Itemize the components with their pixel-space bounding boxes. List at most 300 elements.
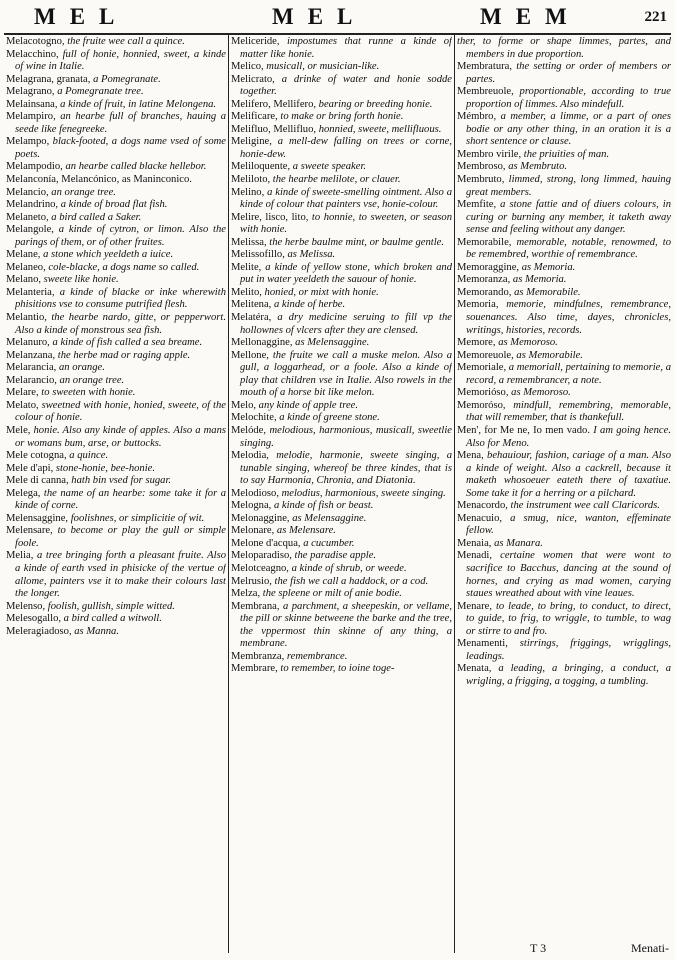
entry-headword: Meliceride, bbox=[231, 36, 280, 47]
entry-headword: Memorando, bbox=[457, 286, 512, 298]
entry-headword: Melico, bbox=[231, 61, 264, 73]
entry-headword: Melangole, bbox=[6, 224, 54, 236]
entry-definition: a parchment, a sheepeskin, or vellame, the pill or skinne betweene the barke and the tree, the vppermost thin skinne of any thing, a membrane. bbox=[240, 600, 452, 650]
dictionary-entry bbox=[457, 663, 671, 688]
dictionary-entry bbox=[457, 36, 671, 61]
dictionary-entry bbox=[6, 362, 226, 375]
entry-definition: sweetned with honie, honied, sweete, of the colour of honie. bbox=[15, 399, 226, 424]
entry-headword: Memorabile, bbox=[457, 236, 512, 248]
dictionary-entry bbox=[457, 174, 671, 199]
entry-definition: the fruite we call a muske melon. Also a gull, a loggarhead, or a foole. Also a kinde of play that children vse in Italie. Also rowels in the mouth of a horse bit like melon. bbox=[240, 349, 452, 399]
entry-headword: Melagrano, bbox=[6, 86, 55, 98]
dictionary-entry bbox=[457, 274, 671, 287]
entry-headword: Melantio, bbox=[6, 312, 47, 324]
entry-definition: certaine women that were wont to sacrifice to Bacchus, dancing at the sound of hornes, and crying as mad women, carying staues wreathed about with vine leaues. bbox=[466, 550, 671, 600]
dictionary-entry bbox=[6, 36, 226, 49]
dictionary-entry bbox=[457, 638, 671, 663]
dictionary-entry bbox=[457, 601, 671, 639]
dictionary-entry bbox=[6, 312, 226, 337]
entry-definition: bearing or breeding honie. bbox=[316, 98, 433, 110]
dictionary-entry bbox=[231, 538, 452, 551]
dictionary-entry bbox=[231, 262, 452, 287]
entry-definition: a sweete speaker. bbox=[290, 161, 367, 173]
dictionary-entry bbox=[231, 136, 452, 161]
dictionary-entry bbox=[6, 187, 226, 200]
dictionary-entry bbox=[231, 588, 452, 601]
entry-headword: Melifero, Mellifero, bbox=[231, 98, 317, 110]
entry-headword: Melonaggine, bbox=[231, 512, 290, 524]
entry-headword: Melaneo, bbox=[6, 261, 46, 273]
dictionary-entry bbox=[457, 362, 671, 387]
dictionary-entry bbox=[6, 199, 226, 212]
dictionary-entry bbox=[6, 161, 226, 174]
entry-definition: the priuities of man. bbox=[521, 148, 610, 160]
entry-headword: Melogna, bbox=[231, 500, 272, 512]
dictionary-entry bbox=[231, 563, 452, 576]
dictionary-entry bbox=[231, 488, 452, 501]
dictionary-entry bbox=[6, 626, 226, 639]
entry-definition: as Membruto. bbox=[505, 161, 568, 173]
entry-headword: Melochite, bbox=[231, 412, 277, 424]
entry-definition: melodie, harmonie, sweete singing, a tunable singing, whereof be three kindes, that is to say Harmonia, Chronia, and Diatonia. bbox=[240, 450, 452, 487]
entry-headword: Meliloto, bbox=[231, 174, 271, 186]
dictionary-entry bbox=[231, 651, 452, 664]
entry-definition: the herbe baulme mint, or baulme gentle. bbox=[266, 236, 445, 248]
column-1 bbox=[6, 36, 226, 954]
entry-headword: Memoraggine, bbox=[457, 261, 520, 273]
dictionary-entry bbox=[6, 262, 226, 275]
entry-definition: as Melissa. bbox=[284, 249, 336, 261]
entry-definition: honie. Also any kinde of apples. Also a mans or womans bum, arse, or buttocks. bbox=[15, 424, 226, 449]
entry-headword: Menamenti, bbox=[457, 638, 508, 650]
entry-headword: Melare, bbox=[6, 387, 39, 399]
entry-definition: as Memorabile. bbox=[511, 286, 581, 298]
entry-headword: Melone d'acqua, bbox=[231, 537, 301, 549]
header-headword-right: MEM bbox=[480, 4, 581, 29]
entry-headword: Mellone, bbox=[231, 349, 269, 361]
dictionary-entry bbox=[457, 111, 671, 149]
entry-headword: Membranza, bbox=[231, 650, 285, 662]
entry-headword: Melarancio, bbox=[6, 374, 57, 386]
dictionary-entry bbox=[457, 299, 671, 337]
entry-definition: as Memoria. bbox=[519, 261, 576, 273]
dictionary-entry bbox=[457, 513, 671, 538]
entry-headword: Melifluo, Mellifluo, bbox=[231, 123, 317, 135]
dictionary-entry bbox=[6, 74, 226, 87]
dictionary-entry bbox=[6, 350, 226, 363]
entry-definition: a kinde of broad flat fish. bbox=[58, 199, 168, 211]
dictionary-entry bbox=[231, 576, 452, 589]
dictionary-entry bbox=[6, 174, 226, 187]
entry-definition: to honnie, to sweeten, or season with honie. bbox=[240, 211, 452, 236]
dictionary-entry bbox=[231, 425, 452, 450]
running-header bbox=[0, 0, 675, 34]
dictionary-entry bbox=[457, 262, 671, 275]
dictionary-entry bbox=[231, 601, 452, 651]
dictionary-entry bbox=[457, 161, 671, 174]
dictionary-entry bbox=[6, 387, 226, 400]
entry-headword: Melatéra, bbox=[231, 312, 272, 324]
entry-headword: Mele di canna, bbox=[6, 475, 69, 487]
entry-definition: a kinde of fruit, in latine Melongena. bbox=[57, 98, 217, 110]
entry-headword: Melotceagno, bbox=[231, 562, 289, 574]
dictionary-entry bbox=[6, 49, 226, 74]
dictionary-entry bbox=[457, 199, 671, 237]
dictionary-entry bbox=[231, 111, 452, 124]
entry-definition: to remember, to ioine toge- bbox=[277, 663, 395, 675]
column-3 bbox=[457, 36, 671, 954]
entry-definition: the fish we call a haddock, or a cod. bbox=[271, 575, 429, 587]
catchword: Menati- bbox=[631, 941, 669, 955]
entry-headword: Mena, bbox=[457, 450, 484, 462]
entry-definition: as Manna. bbox=[71, 625, 119, 637]
entry-headword: Melandrino, bbox=[6, 199, 59, 211]
entry-headword: Melza, bbox=[231, 588, 261, 600]
entry-definition: an orange tree. bbox=[56, 374, 125, 386]
entry-headword: Mémbro, bbox=[457, 111, 497, 123]
entry-headword: Menare, bbox=[457, 600, 492, 612]
entry-definition: the setting or order of members or partes. bbox=[466, 61, 671, 85]
entry-definition: hath bin vsed for sugar. bbox=[68, 475, 172, 487]
entry-headword: Melampodio, bbox=[6, 161, 63, 173]
entry-definition: a leading, a bringing, a conduct, a wrigling, a frigging, a togging, a tumbling. bbox=[466, 663, 671, 687]
dictionary-entry bbox=[231, 400, 452, 413]
dictionary-entry bbox=[231, 161, 452, 174]
dictionary-entry bbox=[6, 513, 226, 526]
entry-definition: a smug, nice, wanton, effeminate fellow. bbox=[466, 512, 671, 537]
entry-headword: Membroso, bbox=[457, 161, 506, 173]
entry-headword: Memorióso, bbox=[457, 387, 509, 399]
entry-definition: a quince. bbox=[66, 450, 109, 462]
entry-headword: Melo, bbox=[231, 399, 257, 411]
entry-definition: a Pomegranate tree. bbox=[54, 86, 144, 98]
dictionary-entry bbox=[231, 212, 452, 237]
entry-definition: a bird called a witwoll. bbox=[61, 613, 162, 625]
entry-definition: behauiour, fashion, cariage of a man. Also a kinde of weight. Also a cackrell, because it maketh whosoeuer eateth there of taxatiue. Some take it for a herring or a pilchard. bbox=[466, 450, 671, 499]
dictionary-entry bbox=[231, 500, 452, 513]
dictionary-entry bbox=[457, 149, 671, 162]
dictionary-entry bbox=[231, 513, 452, 526]
entry-definition: a stone fattie and of diuers colours, in curing or burning any member, it taketh away sense and feeling without any danger. bbox=[466, 199, 671, 236]
entry-headword: Melodia, bbox=[231, 450, 269, 462]
entry-definition: remembrance. bbox=[284, 650, 348, 662]
header-headword-middle: MEL bbox=[272, 4, 367, 29]
entry-headword: Membrana, bbox=[231, 600, 280, 612]
entry-headword: Melampo, bbox=[6, 136, 50, 148]
entry-definition: a stone which yeeldeth a iuice. bbox=[40, 249, 174, 261]
entry-headword: Melonare, bbox=[231, 525, 275, 537]
dictionary-entry bbox=[457, 538, 671, 551]
dictionary-entry bbox=[457, 350, 671, 363]
dictionary-entry bbox=[457, 387, 671, 400]
entry-headword: Melacchino, bbox=[6, 48, 59, 60]
entry-definition: the name of an hearbe: some take it for a kinde of corne. bbox=[15, 487, 226, 512]
entry-definition: full of honie, honnied, sweet, a kinde of wine in Italie. bbox=[15, 48, 226, 73]
dictionary-entry bbox=[231, 74, 452, 99]
entry-headword: Memoria, bbox=[457, 299, 499, 311]
column-divider-2 bbox=[454, 35, 455, 953]
dictionary-entry bbox=[6, 287, 226, 312]
entry-headword: Menata, bbox=[457, 663, 492, 675]
entry-headword: Melissofillo, bbox=[231, 249, 285, 261]
entry-definition: to sweeten with honie. bbox=[38, 387, 136, 399]
entry-definition: as Melensaggine. bbox=[292, 337, 370, 349]
entry-headword: Meleragiadoso, bbox=[6, 625, 72, 637]
entry-definition: a kinde of sweete-smelling ointment. Also a kinde of colour that painters vse, honie-colour. bbox=[240, 186, 452, 211]
entry-headword: Melite, bbox=[231, 261, 262, 273]
entry-definition: the hearbe nardo, gitte, or pepperwort. Also a kinde of monstrous sea fish. bbox=[15, 312, 226, 336]
entry-headword: Membreuole, bbox=[457, 86, 514, 98]
dictionary-entry bbox=[6, 274, 226, 287]
dictionary-entry bbox=[231, 61, 452, 74]
dictionary-entry bbox=[457, 550, 671, 600]
dictionary-entry bbox=[6, 212, 226, 225]
entry-definition: the herbe mad or raging apple. bbox=[55, 349, 191, 361]
entry-headword: Melire, lisco, lito, bbox=[231, 211, 309, 223]
entry-headword: Melificare, bbox=[231, 111, 278, 123]
entry-definition: cole-blacke, a dogs name so called. bbox=[45, 261, 200, 273]
dictionary-entry bbox=[231, 337, 452, 350]
dictionary-entry bbox=[231, 249, 452, 262]
entry-headword: Melato, bbox=[6, 399, 39, 411]
dictionary-entry bbox=[6, 488, 226, 513]
entry-definition: a memoriall, pertaining to memorie, a record, a remembrancer, a note. bbox=[466, 362, 671, 386]
entry-definition: a tree bringing forth a pleasant fruite. Also a kinde of earth vsed in phisicke of the vertue of allome, painters vse it to make their colours last the longer. bbox=[15, 550, 226, 600]
entry-definition: a kinde of shrub, or weede. bbox=[288, 562, 407, 574]
dictionary-entry bbox=[6, 463, 226, 476]
entry-definition: stirrings, friggings, wrigglings, leadings. bbox=[466, 638, 671, 662]
entry-headword: Membruto, bbox=[457, 174, 505, 186]
entry-definition: honnied, sweete, mellifluous. bbox=[316, 123, 442, 135]
entry-headword: Mellonaggine, bbox=[231, 337, 293, 349]
entry-headword: Menacuio, bbox=[457, 512, 503, 524]
entry-definition: as Melensare. bbox=[274, 525, 336, 537]
entry-headword: Melanconía, Melancónico, as Maninconico. bbox=[6, 174, 192, 186]
entry-definition: as Melensaggine. bbox=[289, 512, 367, 524]
entry-headword: Membratura, bbox=[457, 61, 513, 73]
dictionary-entry bbox=[231, 312, 452, 337]
entry-definition: the instrument wee call Claricords. bbox=[507, 500, 660, 512]
entry-definition: a dry medicine seruing to fill vp the hollownes of vlcers after they are clensed. bbox=[240, 312, 452, 336]
dictionary-entry bbox=[6, 400, 226, 425]
entry-headword: Melitena, bbox=[231, 299, 272, 311]
entry-definition: the spleene or milt of anie bodie. bbox=[260, 588, 402, 600]
entry-headword: Melanzana, bbox=[6, 349, 56, 361]
dictionary-entry bbox=[231, 124, 452, 137]
entry-headword: Menadi, bbox=[457, 550, 493, 562]
entry-headword: Memoreuole, bbox=[457, 349, 514, 361]
entry-definition: impostumes that runne a kinde of matter like honie. bbox=[240, 36, 452, 60]
entry-definition: melodious, harmonious, musicall, sweetlie singing. bbox=[240, 424, 452, 449]
entry-headword: Meligine, bbox=[231, 136, 272, 148]
entry-definition: limmed, strong, long limmed, hauing great members. bbox=[466, 174, 671, 198]
entry-headword: Melarancia, bbox=[6, 362, 57, 374]
entry-headword: Melancio, bbox=[6, 186, 49, 198]
entry-headword: Meloparadiso, bbox=[231, 550, 292, 562]
entry-definition: as Memoroso. bbox=[495, 337, 558, 349]
entry-headword: Melia, bbox=[6, 550, 34, 562]
entry-definition: musicall, or musician-like. bbox=[263, 61, 380, 73]
entry-definition: the paradise apple. bbox=[291, 550, 377, 562]
column-divider-1 bbox=[228, 35, 229, 953]
entry-definition: sweete like honie. bbox=[41, 274, 119, 286]
dictionary-entry bbox=[457, 450, 671, 500]
entry-definition: stone-honie, bee-honie. bbox=[53, 462, 156, 474]
dictionary-entry bbox=[6, 601, 226, 614]
entry-headword: Mele d'api, bbox=[6, 462, 54, 474]
entry-definition: the hearbe melilote, or clauer. bbox=[270, 174, 401, 186]
entry-headword: Melicrato, bbox=[231, 73, 275, 85]
entry-headword: Memoranza, bbox=[457, 274, 511, 286]
entry-headword: Melissa, bbox=[231, 236, 267, 248]
entry-headword: Membrare, bbox=[231, 663, 278, 675]
entry-definition: a mell-dew falling on trees or corne, honie-dew. bbox=[240, 136, 452, 160]
entry-definition: a kinde of cytron, or limon. Also the parings of them, or of other fruites. bbox=[15, 224, 226, 248]
dictionary-entry bbox=[6, 375, 226, 388]
dictionary-entry bbox=[6, 337, 226, 350]
entry-headword: Melito, bbox=[231, 286, 262, 298]
entry-definition: an orange tree. bbox=[48, 186, 116, 198]
entry-definition: foolish, gullish, simple witted. bbox=[45, 600, 175, 612]
entry-headword: Melensare, bbox=[6, 525, 53, 537]
entry-headword: Menacordo, bbox=[457, 500, 508, 512]
entry-definition: as Manara. bbox=[491, 537, 543, 549]
column-2 bbox=[231, 36, 452, 954]
entry-definition: as Memoria. bbox=[510, 274, 567, 286]
entry-definition: an hearbe full of branches, hauing a seede like fenegreeke. bbox=[15, 111, 226, 135]
entry-headword: Melenso, bbox=[6, 600, 46, 612]
entry-definition: mindfull, remembring, memorable, that will remember, that is thankefull. bbox=[466, 399, 671, 424]
entry-headword: Melodioso, bbox=[231, 487, 279, 499]
entry-headword: Melino, bbox=[231, 186, 265, 198]
entry-headword: Melanteria, bbox=[6, 286, 55, 298]
entry-headword: Mele cotogna, bbox=[6, 450, 67, 462]
entry-headword: Membro virile, bbox=[457, 148, 522, 160]
dictionary-entry bbox=[6, 99, 226, 112]
entry-definition: melodius, harmonious, sweete singing. bbox=[278, 487, 446, 499]
dictionary-entry bbox=[231, 99, 452, 112]
entry-definition: a kinde of greene stone. bbox=[276, 412, 380, 424]
entry-headword: Memoriale, bbox=[457, 362, 507, 374]
entry-definition: to leade, to bring, to conduct, to direct, to guide, to frig, to wriggle, to tumble, to wag or stirre to and fro. bbox=[466, 600, 671, 637]
entry-headword: Melaneto, bbox=[6, 211, 49, 223]
entry-headword: Mele, bbox=[6, 424, 31, 436]
dictionary-entry bbox=[6, 249, 226, 262]
entry-definition: a kinde of fish or beast. bbox=[271, 500, 374, 512]
entry-definition: a cucumber. bbox=[300, 537, 355, 549]
entry-definition: an orange. bbox=[56, 362, 105, 374]
entry-headword: Melanuro, bbox=[6, 337, 50, 349]
entry-definition: honied, or mixt with honie. bbox=[261, 286, 379, 298]
entry-headword: Melóde, bbox=[231, 424, 267, 436]
entry-headword: Memore, bbox=[457, 337, 496, 349]
entry-definition: an hearbe called blacke hellebor. bbox=[62, 161, 207, 173]
entry-headword: Melrusio, bbox=[231, 575, 272, 587]
entry-headword: Melesogallo, bbox=[6, 613, 62, 625]
entry-headword: Melensaggine, bbox=[6, 512, 69, 524]
dictionary-entry bbox=[231, 287, 452, 300]
entry-headword: Melano, bbox=[6, 274, 42, 286]
dictionary-entry bbox=[231, 237, 452, 250]
entry-definition: foolishnes, or simplicitie of wit. bbox=[68, 512, 205, 524]
dictionary-entry bbox=[231, 36, 452, 61]
entry-definition: a kinde of herbe. bbox=[271, 299, 346, 311]
entry-definition: a bird called a Saker. bbox=[48, 211, 142, 223]
dictionary-entry bbox=[6, 136, 226, 161]
entry-definition: to make or bring forth honie. bbox=[277, 111, 404, 123]
dictionary-entry bbox=[231, 450, 452, 488]
dictionary-entry bbox=[457, 500, 671, 513]
entry-definition: as Memorabile. bbox=[513, 349, 583, 361]
dictionary-entry bbox=[6, 111, 226, 136]
dictionary-entry bbox=[457, 337, 671, 350]
entry-definition: I am going hence. Also for Meno. bbox=[466, 424, 671, 449]
entry-headword: Melega, bbox=[6, 487, 41, 499]
entry-definition: to become or play the gull or simple foole. bbox=[15, 525, 226, 549]
entry-definition: a Pomegranate. bbox=[90, 73, 161, 85]
entry-headword: Melampiro, bbox=[6, 111, 56, 123]
entry-definition: proportionable, according to true proportion of limmes. Also mindefull. bbox=[466, 86, 671, 110]
entry-headword: Melane, bbox=[6, 249, 41, 261]
entry-headword: Menaia, bbox=[457, 537, 492, 549]
dictionary-entry bbox=[231, 525, 452, 538]
dictionary-entry bbox=[457, 400, 671, 425]
dictionary-entry bbox=[231, 550, 452, 563]
entry-headword: Melagrana, granata, bbox=[6, 73, 91, 85]
dictionary-entry bbox=[457, 61, 671, 86]
entry-definition: , the fruite wee call a quince. bbox=[61, 36, 185, 47]
entry-definition: any kinde of apple tree. bbox=[256, 399, 358, 411]
entry-definition: a kinde of yellow stone, which broken and put in water yeeldeth the sauour of honie. bbox=[240, 261, 452, 286]
dictionary-entry bbox=[457, 425, 671, 450]
entry-definition: memorable, notable, renowmed, to be remembred, worthie of remembrance. bbox=[466, 236, 671, 261]
header-headword-left: MEL bbox=[34, 4, 129, 29]
dictionary-entry bbox=[6, 86, 226, 99]
entry-headword: Men', for Me ne, Io men vado. bbox=[457, 424, 590, 436]
entry-definition: black-footed, a dogs name vsed of some poets. bbox=[15, 136, 226, 160]
entry-headword: Melainsana, bbox=[6, 98, 58, 110]
header-rule bbox=[4, 33, 671, 35]
entry-headword: Meliloquente, bbox=[231, 161, 291, 173]
entry-definition: memorie, mindfulnes, remembrance, souenances. Also time, dayes, chronicles, writings, histories, records. bbox=[466, 299, 671, 336]
entry-headword: Memoróso, bbox=[457, 399, 506, 411]
dictionary-entry bbox=[6, 613, 226, 626]
page-number: 221 bbox=[644, 9, 667, 25]
entry-definition: a drinke of water and honie sodde together. bbox=[240, 73, 452, 98]
signature-mark: T 3 bbox=[530, 941, 547, 955]
entry-definition: a member, a limme, or a part of ones bodie or any other thing, in an oration it is a short sentence or clause. bbox=[466, 111, 671, 148]
dictionary-entry bbox=[6, 475, 226, 488]
entry-headword: Melacotogno bbox=[6, 36, 62, 47]
dictionary-entry bbox=[6, 525, 226, 550]
entry-definition: a kinde of fish called a sea breame. bbox=[49, 337, 203, 349]
entry-definition: as Memoroso. bbox=[508, 387, 571, 399]
dictionary-entry bbox=[6, 425, 226, 450]
entry-headword: Memfite, bbox=[457, 199, 497, 211]
dictionary-entry bbox=[231, 412, 452, 425]
dictionary-entry bbox=[231, 299, 452, 312]
dictionary-entry bbox=[231, 350, 452, 400]
dictionary-entry bbox=[231, 174, 452, 187]
dictionary-entry bbox=[457, 86, 671, 111]
dictionary-entry bbox=[6, 550, 226, 600]
dictionary-entry bbox=[457, 237, 671, 262]
dictionary-entry bbox=[457, 287, 671, 300]
dictionary-entry bbox=[231, 187, 452, 212]
entry-definition: ther, to forme or shape limmes, partes, and members in due proportion. bbox=[457, 36, 671, 60]
dictionary-entry bbox=[6, 450, 226, 463]
dictionary-entry bbox=[231, 663, 452, 676]
